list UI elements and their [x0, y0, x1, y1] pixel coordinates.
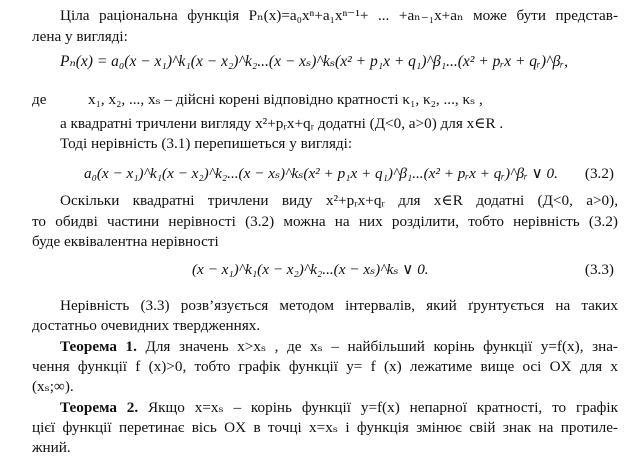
theorem-2-line-2: цієї функції перетинає вісь OX в точці x=xₛ і функція змінює свій знак на протиле-	[32, 419, 618, 436]
paragraph-1-line-1: Ціла раціональна функція Pₙ(x)=a₀xⁿ+a₁xⁿ⁻¹+ ... +aₙ₋₁x+aₙ може бути представ-	[60, 7, 618, 24]
formula-3-3: (x − x₁)^k₁(x − x₂)^k₂...(x − xₛ)^kₛ ∨ 0.	[192, 261, 429, 278]
where-label: де	[32, 91, 47, 108]
theorem-2-line-1	[60, 398, 618, 418]
paragraph-4-line-1: Нерівність (3.3) розв’язується методом інтервалів, який ґрунтується на таких	[60, 297, 618, 314]
theorem-2-label: Теорема 2.	[60, 399, 139, 416]
formula-3-2: a₀(x − x₁)^k₁(x − x₂)^k₂...(x − xₛ)^kₛ(x² + p₁x + q₁)^β₁...(x² + pᵣx + qᵣ)^βᵣ ∨ 0.	[84, 165, 558, 182]
theorem-1-label: Теорема 1.	[60, 338, 137, 355]
paragraph-3-line-3: буде еквівалентна нерівності	[32, 233, 219, 250]
quadratic-trinomials-text: а квадратні тричлени вигляду x²+pᵣx+qᵣ додатні (Д<0, a>0) для x∈R .	[60, 115, 504, 132]
equation-number-3-3: (3.3)	[584, 261, 614, 278]
paragraph-3-line-2: то обидві частини нерівності (3.2) можна на них розділити, тобто нерівність (3.2)	[32, 213, 618, 230]
paragraph-4-line-2: достатньо очевидних твердженнях.	[32, 317, 261, 334]
theorem-1-line-1	[60, 337, 618, 357]
paragraph-3-line-1: Оскільки квадратні тричлени виду x²+pᵣx+qᵣ для x∈R додатні (Д<0, a>0),	[60, 192, 618, 209]
where-roots-text: x₁, x₂, ..., xₛ – дійсні корені відповідно кратності κ₁, κ₂, ..., κₛ ,	[88, 91, 483, 108]
paragraph-1-line-2: лена у вигляді:	[32, 28, 128, 45]
theorem-1-text-1: Для значень x>xₛ , де xₛ – найбільший корінь функції y=f(x), зна-	[145, 338, 618, 355]
equation-number-3-2: (3.2)	[584, 165, 614, 182]
formula-polynomial-factorization: Pₙ(x) = a₀(x − x₁)^k₁(x − x₂)^k₂...(x − xₛ)^kₛ(x² + p₁x + q₁)^β₁...(x² + pᵣx + qᵣ)^βᵣ,	[60, 53, 568, 70]
theorem-1-line-2: чення функції f (x)>0, тобто графік функції y= f (x) лежатиме вище осі OX для x	[32, 358, 618, 375]
theorem-2-line-3: жний.	[32, 439, 71, 456]
theorem-1-line-3: (xₛ;∞).	[32, 378, 74, 395]
rewrite-text: Тоді нерівність (3.1) перепишеться у вигляді:	[60, 135, 353, 152]
theorem-2-text-1: Якщо x=xₛ – корінь функції y=f(x) непарної кратності, то графік	[148, 399, 618, 416]
